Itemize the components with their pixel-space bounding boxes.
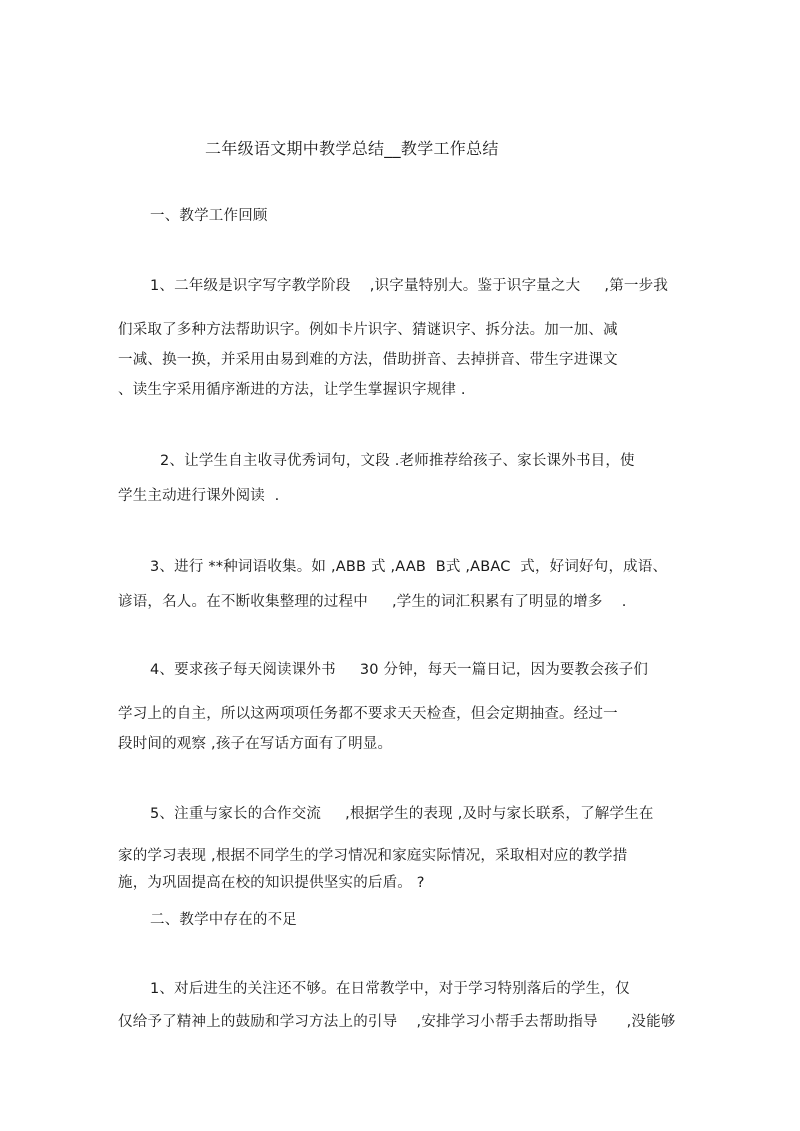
- paragraph-5-line-2: 家的学习表现 ,根据不同学生的学习情况和家庭实际情况，采取相对应的教学措: [118, 848, 628, 864]
- paragraph-5-line-3: 施，为巩固提高在校的知识提供坚实的后盾。 ?: [118, 875, 425, 891]
- section-heading-shortcomings: 二、教学中存在的不足: [150, 912, 297, 928]
- paragraph-2-line-2: 学生主动进行课外阅读 .: [118, 488, 280, 504]
- paragraph-2-line-1: 2、让学生自主收寻优秀词句，文段 .老师推荐给孩子、家长课外书目，使: [160, 453, 635, 469]
- paragraph-1-line-4: 、读生字采用循序渐进的方法，让学生掌握识字规律 .: [118, 382, 466, 398]
- paragraph-4-line-3: 段时间的观察 ,孩子在写话方面有了明显。: [118, 736, 393, 752]
- paragraph-6-line-1: 1、对后进生的关注还不够。在日常教学中，对于学习特别落后的学生，仅: [150, 981, 630, 997]
- paragraph-3-line-2: 谚语，名人。在不断收集整理的过程中 ,学生的词汇积累有了明显的增多 .: [118, 594, 627, 610]
- paragraph-6-line-2: 仅给予了精神上的鼓励和学习方法上的引导 ,安排学习小帮手去帮助指导 ,没能够: [118, 1014, 676, 1030]
- paragraph-3-line-1: 3、进行 **种词语收集。如 ,ABB 式 ,AAB B式 ,ABAC 式，好词好句，成语、: [150, 559, 668, 575]
- document-title: 二年级语文期中教学总结__教学工作总结: [205, 139, 499, 158]
- paragraph-4-line-1: 4、要求孩子每天阅读课外书 30 分钟，每天一篇日记，因为要教会孩子们: [150, 662, 649, 678]
- paragraph-1-line-3: 一减、换一换，并采用由易到难的方法，借助拼音、去掉拼音、带生字进课文: [118, 352, 618, 368]
- paragraph-5-line-1: 5、注重与家长的合作交流 ,根据学生的表现 ,及时与家长联系，了解学生在: [150, 806, 654, 822]
- paragraph-1-line-2: 们采取了多种方法帮助识字。例如卡片识字、猜谜识字、拆分法。加一加、减: [118, 322, 618, 338]
- paragraph-4-line-2: 学习上的自主，所以这两项项任务都不要求天天检查，但会定期抽查。经过一: [118, 706, 618, 722]
- paragraph-1-line-1: 1、二年级是识字写字教学阶段 ,识字量特别大。鉴于识字量之大 ,第一步我: [150, 278, 669, 294]
- section-heading-review: 一、教学工作回顾: [150, 208, 268, 224]
